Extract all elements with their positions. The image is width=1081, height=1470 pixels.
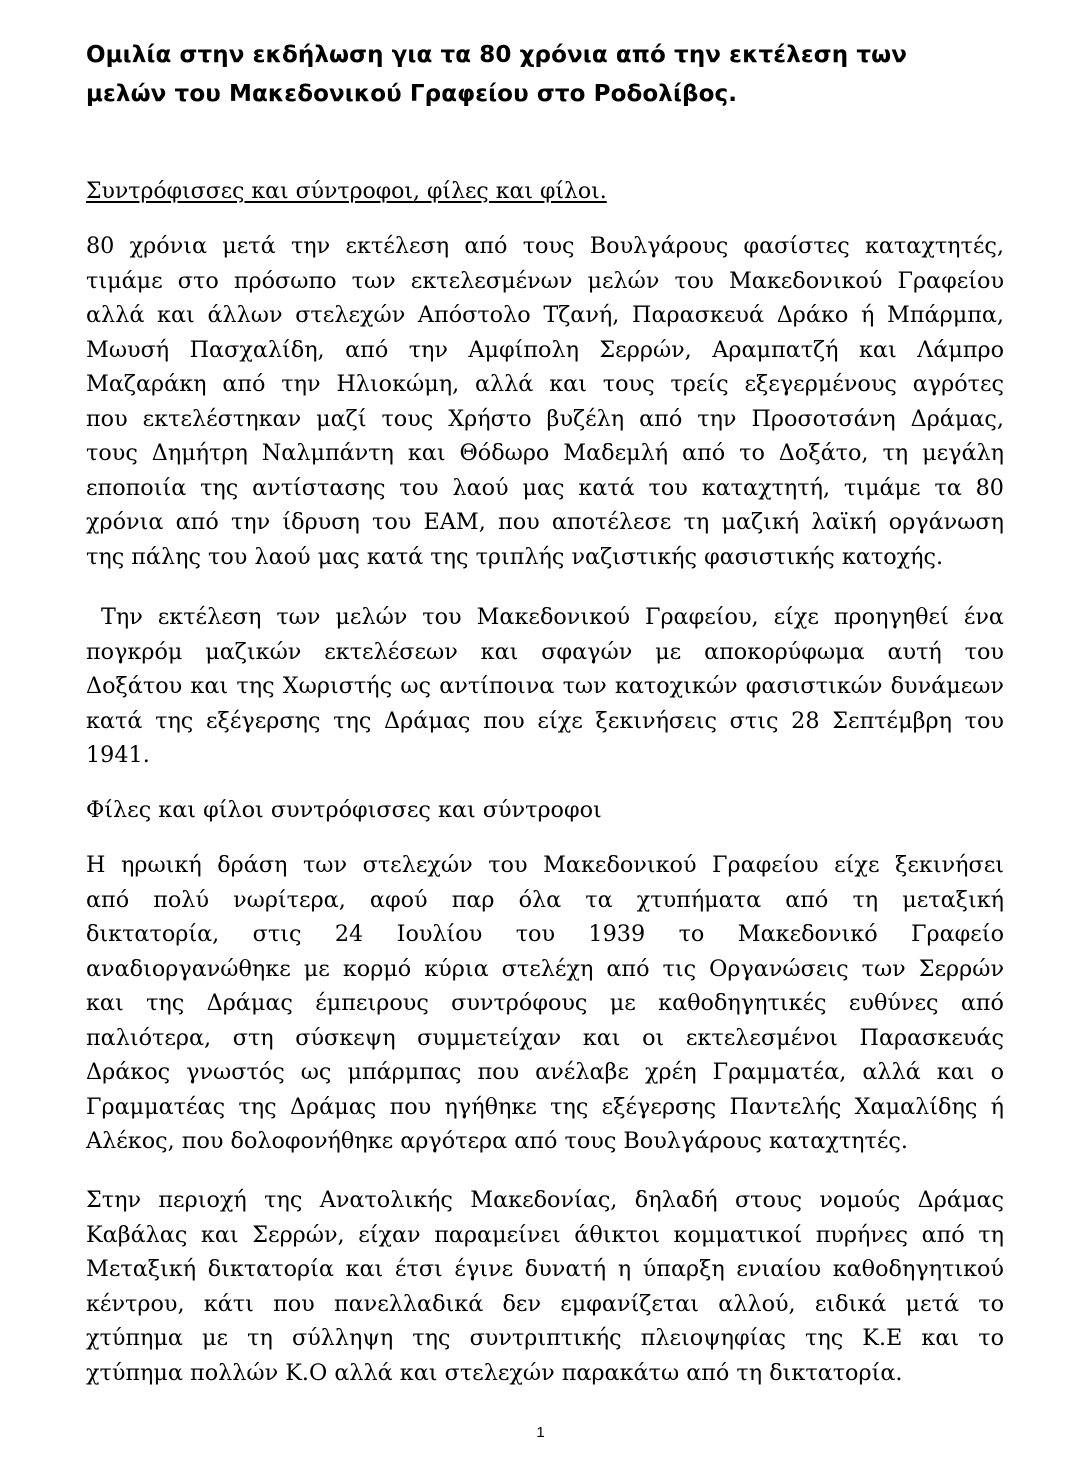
paragraph-line: της πάλης του λαού μας κατά της τριπλής ναζιστικής φασιστικής κατοχής. bbox=[86, 543, 944, 570]
paragraph-line: Δοξάτου και της Χωριστής ως αντίποινα των κατοχικών φασιστικών δυνάμεων bbox=[86, 673, 1004, 699]
paragraph-line: κατά της εξέγερσης της Δράμας που είχε ξεκινήσεις στις 28 Σεπτέμβρη του bbox=[86, 707, 1004, 734]
page-number: 1 bbox=[536, 1424, 545, 1441]
paragraph-line: 80 χρόνια μετά την εκτέλεση από τους Βουλγάρους φασίστες καταχτητές, bbox=[86, 233, 1004, 259]
paragraph-line: Την εκτέλεση των μελών του Μακεδονικού Γραφείου, είχε προηγηθεί ένα bbox=[86, 604, 1004, 630]
paragraph-line: Η ηρωική δράση των στελεχών του Μακεδονικού Γραφείου είχε ξεκινήσει bbox=[86, 852, 1004, 878]
paragraph-line: Γραμματέας της Δράμας που ηγήθηκε της εξέγερσης Παντελής Χαμαλίδης ή bbox=[86, 1093, 1004, 1120]
paragraph-line: 1941. bbox=[86, 742, 150, 768]
paragraph-line: πογκρόμ μαζικών εκτελέσεων και σφαγών με αποκορύφωμα αυτή του bbox=[86, 638, 1004, 665]
paragraph-line: Δράκος γνωστός ως μπάρμπας που ανέλαβε χρέη Γραμματέα, αλλά και ο bbox=[86, 1059, 1004, 1085]
paragraph-line: και της Δράμας έμπειρους συντρόφους με καθοδηγητικές ευθύνες από bbox=[86, 990, 1004, 1016]
paragraph-line: χρόνια από την ίδρυση του ΕΑΜ, που αποτέλεσε τη μαζική λαϊκή οργάνωση bbox=[86, 509, 1004, 535]
paragraph-line: τιμάμε στο πρόσωπο των εκτελεσμένων μελών του Μακεδονικού Γραφείου bbox=[86, 267, 1004, 294]
paragraph-line: κέντρου, κάτι που πανελλαδικά δεν εμφανίζεται αλλού, ειδικά μετά το bbox=[86, 1290, 1004, 1317]
paragraph-5 bbox=[86, 1183, 1004, 1390]
paragraph-line: χτύπημα πολλών Κ.Ο αλλά και στελεχών παρακάτω από τη δικτατορία. bbox=[86, 1359, 903, 1386]
document-title bbox=[86, 36, 1006, 114]
paragraph-2 bbox=[86, 600, 1004, 773]
paragraph-line: εποποιία της αντίστασης του λαού μας κατά του καταχτητή, τιμάμε τα 80 bbox=[86, 474, 1004, 501]
title-line-1: Ομιλία στην εκδήλωση για τα 80 χρόνια από την εκτέλεση των bbox=[86, 42, 907, 68]
paragraph-line: Στην περιοχή της Ανατολικής Μακεδονίας, δηλαδή στους νομούς Δράμας bbox=[86, 1187, 1004, 1213]
paragraph-line: τους Δημήτρη Ναλμπάντη και Θόδωρο Μαδεμλή από το Δοξάτο, τη μεγάλη bbox=[86, 440, 1004, 466]
paragraph-line: παλιότερα, στη σύσκεψη συμμετείχαν και οι εκτελεσμένοι Παρασκευάς bbox=[86, 1024, 1004, 1051]
paragraph-line: δικτατορία, στις 24 Ιουλίου του 1939 το Μακεδονικό Γραφείο bbox=[86, 921, 1004, 947]
paragraph-4 bbox=[86, 848, 1004, 1159]
title-line-2: μελών του Μακεδονικού Γραφείου στο Ροδολίβος. bbox=[86, 81, 738, 107]
paragraph-line: Καβάλας και Σερρών, είχαν παραμείνει άθικτοι κομματικοί πυρήνες από τη bbox=[86, 1221, 1004, 1248]
paragraph-line: Μαζαράκη από την Ηλιοκώμη, αλλά και τους τρείς εξεγερμένους αγρότες bbox=[86, 371, 1004, 397]
paragraph-line: Αλέκος, που δολοφονήθηκε αργότερα από τους Βουλγάρους καταχτητές. bbox=[86, 1128, 908, 1154]
salutation: Συντρόφισσες και σύντροφοι, φίλες και φίλοι. bbox=[86, 179, 607, 204]
paragraph-line: Φίλες και φίλοι συντρόφισσες και σύντροφοι bbox=[86, 797, 602, 823]
paragraph-line: αλλά και άλλων στελεχών Απόστολο Τζανή, Παρασκευά Δράκο ή Μπάρμπα, bbox=[86, 302, 1004, 328]
paragraph-line: που εκτελέστηκαν μαζί τους Χρήστο βυζέλη από την Προσοτσάνη Δράμας, bbox=[86, 405, 1004, 432]
paragraph-line: αναδιοργανώθηκε με κορμό κύρια στελέχη από τις Οργανώσεις των Σερρών bbox=[86, 955, 1004, 982]
paragraph-line: από πολύ νωρίτερα, αφού παρ όλα τα χτυπήματα από τη μεταξική bbox=[86, 886, 1004, 913]
paragraph-line: Μωυσή Πασχαλίδη, από την Αμφίπολη Σερρών, Αραμπατζή και Λάμπρο bbox=[86, 336, 1004, 363]
paragraph-1 bbox=[86, 229, 1004, 574]
paragraph-3 bbox=[86, 793, 1004, 828]
paragraph-line: Μεταξική δικτατορία και έτσι έγινε δυνατή η ύπαρξη ενιαίου καθοδηγητικού bbox=[86, 1256, 1004, 1282]
paragraph-line: χτύπημα με τη σύλληψη της συντριπτικής πλειοψηφίας της Κ.Ε και το bbox=[86, 1325, 1004, 1351]
